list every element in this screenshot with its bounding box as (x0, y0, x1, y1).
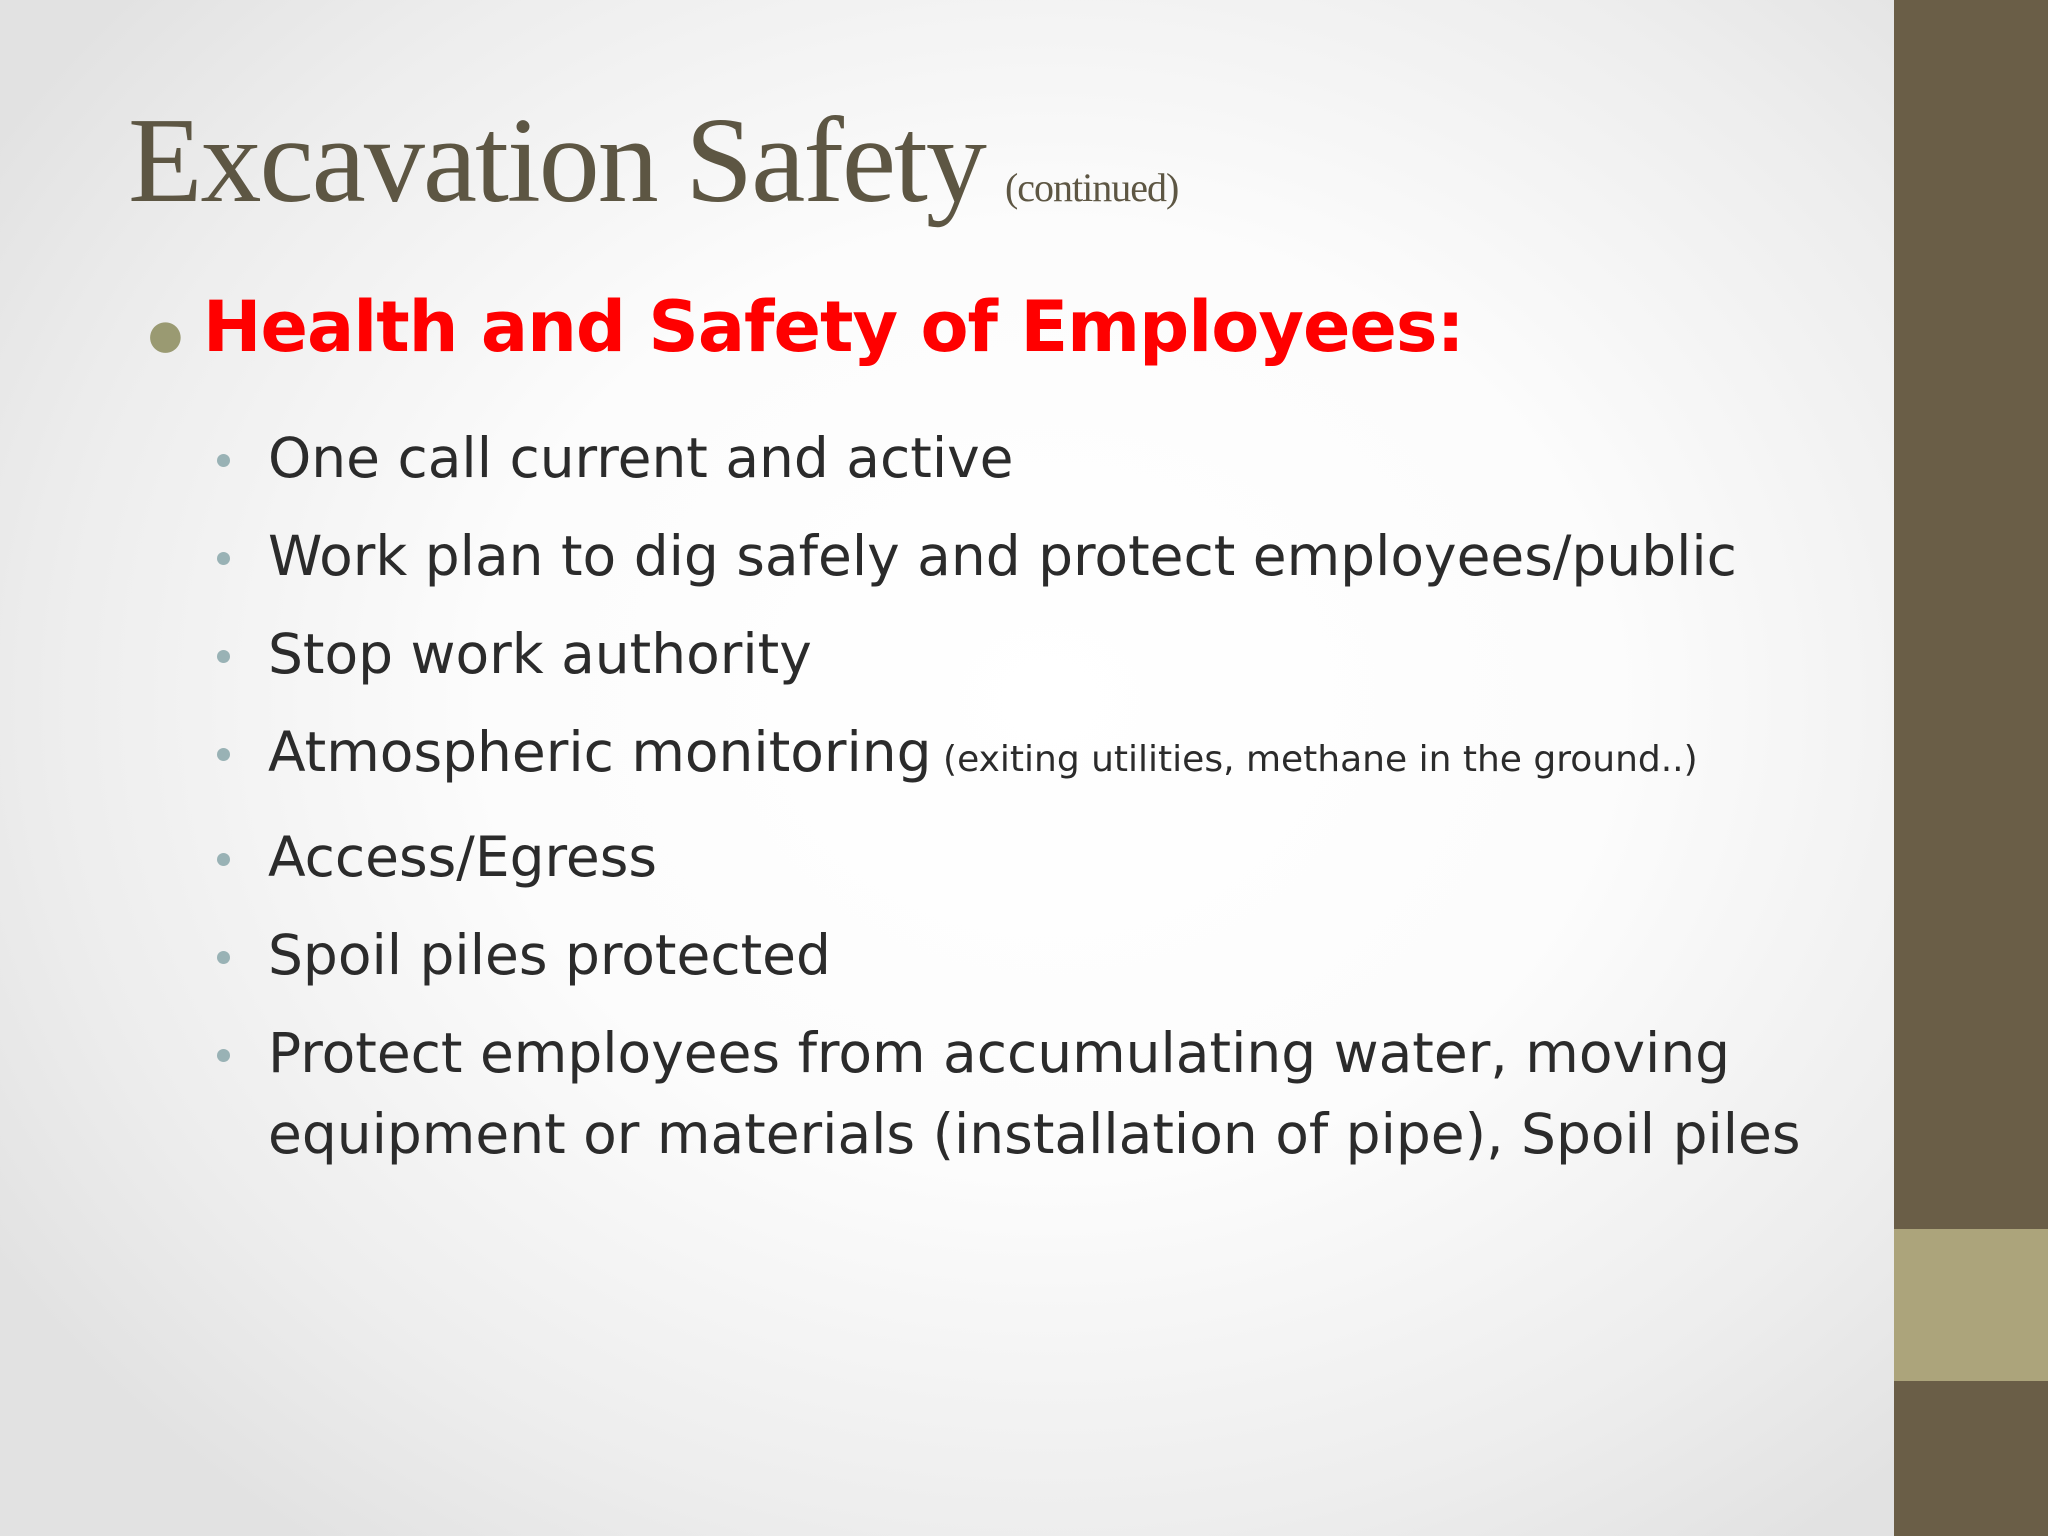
list-item-note: (exiting utilities, methane in the ground..) (931, 739, 1698, 780)
list-item (210, 516, 1870, 597)
sidebar-band (1894, 0, 2048, 1536)
slide-title-main: Excavation Safety (128, 93, 985, 228)
list-item (210, 1013, 1870, 1175)
list-item-text: Work plan to dig safely and protect employees/public (268, 524, 1737, 588)
sidebar-accent-block (1894, 1229, 2048, 1381)
sub-bullet-list (210, 418, 1870, 1192)
list-item (210, 418, 1870, 499)
list-item (210, 817, 1870, 898)
list-item (210, 915, 1870, 996)
slide-title-subtitle: (continued) (1004, 165, 1179, 210)
list-item (210, 614, 1870, 695)
heading-bullet-row (148, 286, 1464, 368)
bullet-dot-icon: ● (148, 312, 183, 359)
list-item-text: One call current and active (268, 426, 1014, 490)
list-item-text: Atmospheric monitoring (268, 720, 932, 784)
list-item-text: Access/Egress (268, 825, 658, 889)
section-heading: Health and Safety of Employees: (202, 286, 1464, 368)
list-item-text: Spoil piles protected (268, 923, 831, 987)
list-item-text: Stop work authority (268, 622, 812, 686)
list-item (210, 712, 1870, 800)
list-item-text: Protect employees from accumulating water, moving equipment or materials (installation of pipe), Spoil piles (268, 1021, 1801, 1166)
